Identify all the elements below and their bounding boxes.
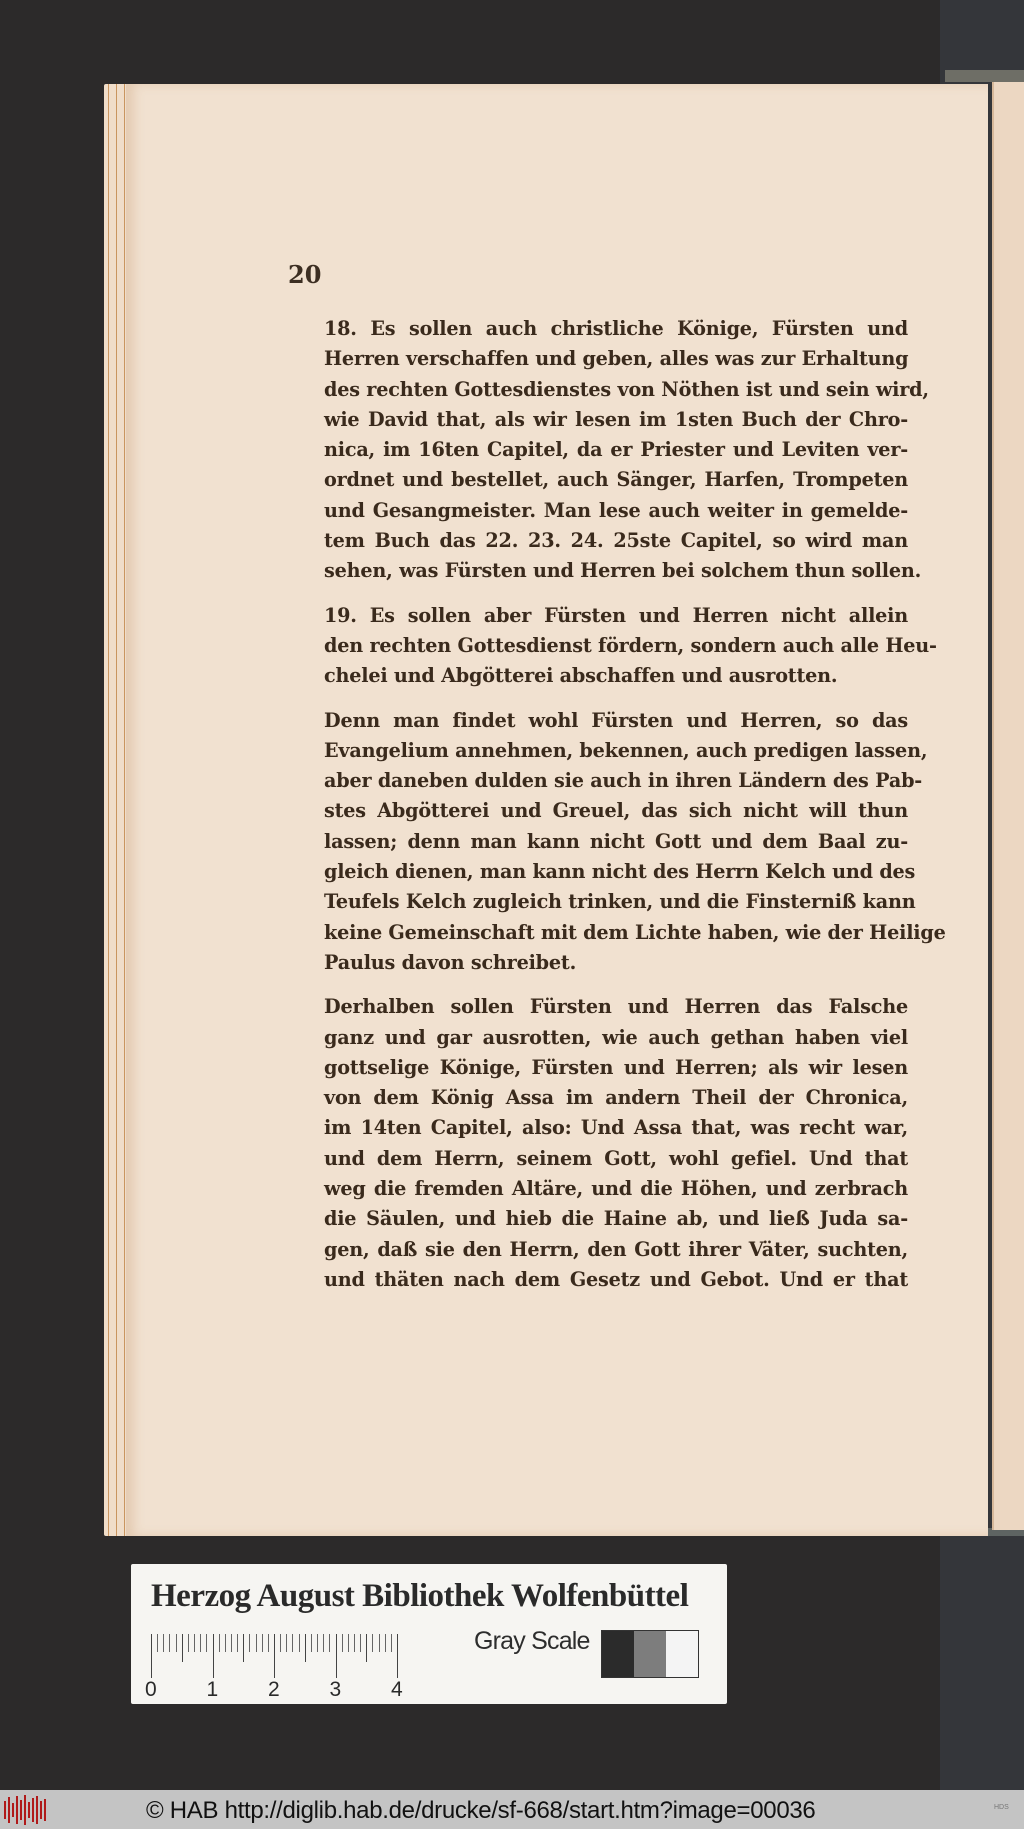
ruler-tick	[305, 1634, 306, 1662]
ruler-tick	[169, 1634, 170, 1652]
text-line: Paulus davon schreibet.	[324, 950, 577, 974]
text-line: Evangelium annehmen, bekennen, auch predigen lassen,	[324, 738, 928, 762]
text-line: Denn man findet wohl Fürsten und Herren, so das	[324, 708, 908, 732]
text-line: des rechten Gottesdienstes von Nöthen ist und sein wird,	[324, 377, 929, 401]
text-line: im 14ten Capitel, also: Und Assa that, was recht war,	[324, 1116, 908, 1140]
ruler-tick	[262, 1634, 263, 1652]
text-line: lassen; denn man kann nicht Gott und dem Baal zu-	[324, 829, 908, 853]
text-line: weg die fremden Altäre, und die Höhen, und zerbrach	[324, 1177, 908, 1201]
ruler-tick	[213, 1634, 214, 1678]
ruler-tick	[188, 1634, 189, 1652]
text-line: die Säulen, und hieb die Haine ab, und ließ Juda sa-	[324, 1207, 908, 1231]
ruler-tick	[397, 1634, 398, 1678]
ruler-number: 0	[145, 1678, 157, 1701]
ruler-tick	[243, 1634, 244, 1662]
ruler-tick	[206, 1634, 207, 1652]
scan-clamp-top	[945, 70, 1024, 82]
ruler-tick	[348, 1634, 349, 1652]
book-page	[126, 84, 988, 1536]
ruler-tick	[237, 1634, 238, 1652]
ruler-tick	[280, 1634, 281, 1652]
ruler-tick	[231, 1634, 232, 1652]
gray-swatch-dark	[602, 1631, 634, 1677]
text-line: und dem Herrn, seinem Gott, wohl gefiel. Und that	[324, 1146, 908, 1170]
text-line: tem Buch das 22. 23. 24. 25ste Capitel, so wird man	[324, 529, 908, 553]
ruler-tick	[311, 1634, 312, 1652]
text-line: Herren verschaffen und geben, alles was zur Erhaltung	[324, 347, 909, 371]
page-text	[288, 314, 946, 1295]
footer-bar	[0, 1790, 1024, 1829]
ruler-tick	[182, 1634, 183, 1662]
text-line: ganz und gar ausrotten, wie auch gethan haben viel	[324, 1025, 908, 1049]
ruler-tick	[225, 1634, 226, 1652]
ruler-tick	[200, 1634, 201, 1652]
ruler-tick	[157, 1634, 158, 1652]
ruler-tick	[299, 1634, 300, 1652]
facing-page-edge	[992, 82, 1024, 1530]
text-line: und Gesangmeister. Man lese auch weiter in gemelde-	[324, 498, 908, 522]
text-line: und thäten nach dem Gesetz und Gebot. Und er that	[324, 1267, 908, 1291]
text-line: gleich dienen, man kann nicht des Herrn Kelch und des	[324, 860, 916, 884]
text-line: nica, im 16ten Capitel, da er Priester und Leviten ver-	[324, 438, 908, 462]
ruler-tick	[176, 1634, 177, 1652]
paragraph-18	[288, 314, 929, 587]
ruler-tick	[391, 1634, 392, 1652]
library-name: Herzog August Bibliothek Wolfenbüttel	[151, 1578, 689, 1614]
gray-swatch-light	[666, 1631, 698, 1677]
hab-logo-icon	[4, 1795, 46, 1825]
ruler-tick	[336, 1634, 337, 1678]
gray-scale-swatches	[601, 1630, 699, 1678]
text-line: gottselige Könige, Fürsten und Herren; als wir lesen	[324, 1055, 908, 1079]
text-line: den rechten Gottesdienst fördern, sondern auch alle Heu-	[324, 633, 937, 657]
text-line: sehen, was Fürsten und Herren bei solchem thun sollen.	[324, 559, 922, 583]
measurement-ruler	[145, 1634, 403, 1701]
ruler-number: 3	[329, 1678, 342, 1701]
text-line: keine Gemeinschaft mit dem Lichte haben, wie der Heilige	[324, 920, 946, 944]
library-scale-card	[131, 1564, 727, 1704]
ruler-number: 2	[268, 1678, 280, 1701]
ruler-tick	[292, 1634, 293, 1652]
text-line: Teufels Kelch zugleich trinken, und die Finsterniß kann	[324, 890, 916, 914]
text-line: gen, daß sie den Herrn, den Gott ihrer Väter, suchten,	[324, 1237, 908, 1261]
ruler-tick	[219, 1634, 220, 1652]
ruler-tick	[342, 1634, 343, 1652]
ruler-tick	[286, 1634, 287, 1652]
ruler-tick	[256, 1634, 257, 1652]
ruler-tick	[163, 1634, 164, 1652]
paragraph-19	[288, 601, 937, 692]
text-line: 19. Es sollen aber Fürsten und Herren nicht allein	[324, 603, 908, 627]
ruler-tick	[329, 1634, 330, 1652]
gray-scale-label: Gray Scale	[474, 1627, 590, 1655]
footer-mark: HDS	[994, 1804, 1009, 1811]
ruler-tick	[379, 1634, 380, 1652]
ruler-tick	[151, 1634, 152, 1678]
text-line: wie David that, als wir lesen im 1sten Buch der Chro-	[324, 407, 908, 431]
ruler-tick	[317, 1634, 318, 1652]
copyright-link[interactable]: © HAB http://diglib.hab.de/drucke/sf-668/start.htm?image=00036	[146, 1797, 816, 1824]
paragraph-derhalben	[288, 992, 908, 1295]
text-line: chelei und Abgötterei abschaffen und ausrotten.	[324, 664, 838, 688]
ruler-tick	[366, 1634, 367, 1662]
text-line: ordnet und bestellet, auch Sänger, Harfen, Trompeten	[324, 468, 908, 492]
text-line: von dem König Assa im andern Theil der Chronica,	[324, 1086, 908, 1110]
ruler-number: 1	[206, 1678, 219, 1701]
ruler-tick	[274, 1634, 275, 1678]
page-number: 20	[288, 260, 322, 289]
ruler-tick	[194, 1634, 195, 1652]
text-line: 18. Es sollen auch christliche Könige, Fürsten und	[324, 317, 908, 340]
ruler-tick	[385, 1634, 386, 1652]
ruler-tick	[354, 1634, 355, 1652]
paragraph-denn	[288, 706, 946, 979]
text-line: stes Abgötterei und Greuel, das sich nicht will thun	[324, 799, 908, 823]
ruler-tick	[372, 1634, 373, 1652]
text-line: Derhalben sollen Fürsten und Herren das Falsche	[324, 995, 908, 1019]
gray-swatch-mid	[634, 1631, 666, 1677]
ruler-tick	[249, 1634, 250, 1652]
ruler-number: 4	[391, 1678, 403, 1701]
ruler-tick	[360, 1634, 361, 1652]
text-line: aber daneben dulden sie auch in ihren Ländern des Pab-	[324, 769, 923, 793]
ruler-tick	[323, 1634, 324, 1652]
ruler-tick	[268, 1634, 269, 1652]
